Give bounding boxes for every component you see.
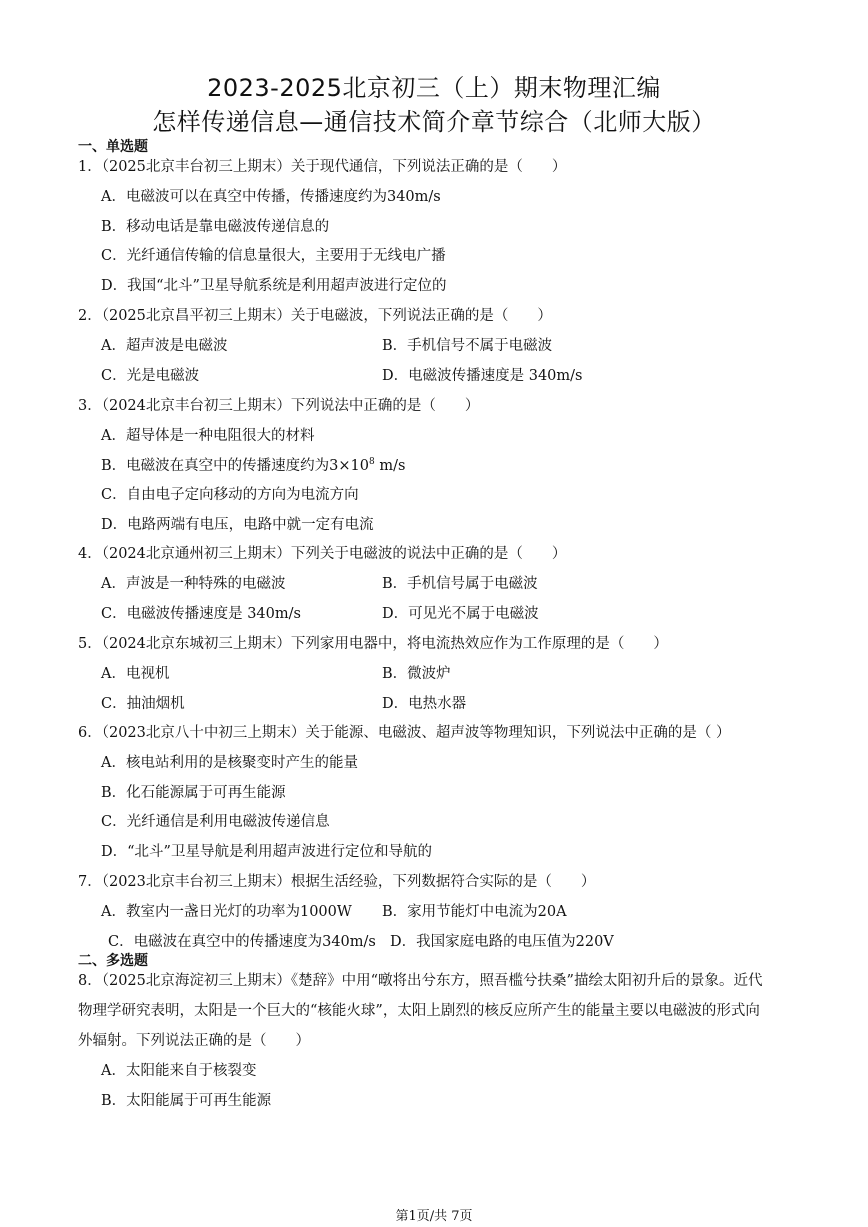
question-1-option-c: C．光纤通信传输的信息量很大，主要用于无线电广播 <box>101 248 446 264</box>
question-5-option-a: A．电视机 <box>101 666 170 682</box>
question-3-option-a: A．超导体是一种电阻很大的材料 <box>101 428 315 444</box>
question-6-option-d: D．“北斗”卫星导航是利用超声波进行定位和导航的 <box>101 844 432 860</box>
question-2-option-b: B．手机信号不属于电磁波 <box>382 338 553 354</box>
document-title: 2023-2025北京初三（上）期末物理汇编 <box>207 74 661 102</box>
page-number: 第1页/共 7页 <box>395 1209 473 1224</box>
speed-of-light-base: 3×10 <box>329 458 369 474</box>
question-4-option-d: D．可见光不属于电磁波 <box>382 606 539 622</box>
question-7-option-c: C．电磁波在真空中的传播速度为340m/s <box>108 934 376 950</box>
question-8-stem-line-1: 8．（2025北京海淀初三上期末）《楚辞》中用“暾将出兮东方，照吾槛兮扶桑”描绘太阳初升后的景象。近代 <box>78 973 763 989</box>
question-6-option-a: A．核电站利用的是核聚变时产生的能量 <box>101 755 358 771</box>
question-5-option-d: D．电热水器 <box>382 696 467 712</box>
question-8-option-a: A．太阳能来自于核裂变 <box>101 1063 257 1079</box>
section-heading-multiple-choice: 二、多选题 <box>78 953 148 969</box>
question-3-stem: 3．（2024北京丰台初三上期末）下列说法中正确的是（ ） <box>78 398 480 414</box>
question-8-stem-line-2: 物理学研究表明，太阳是一个巨大的“核能火球”，太阳上剧烈的核反应所产生的能量主要以电磁波的形式向 <box>78 1003 760 1019</box>
question-8-option-b: B．太阳能属于可再生能源 <box>101 1093 272 1109</box>
question-1-option-a: A．电磁波可以在真空中传播，传播速度约为340m/s <box>101 189 441 205</box>
question-6-stem: 6．（2023北京八十中初三上期末）关于能源、电磁波、超声波等物理知识，下列说法中正确的是（ ） <box>78 725 731 741</box>
question-3-option-d: D．电路两端有电压，电路中就一定有电流 <box>101 517 374 533</box>
question-3-option-b <box>101 454 405 475</box>
document-subtitle: 怎样传递信息—通信技术简介章节综合（北师大版） <box>152 108 716 136</box>
question-2-stem: 2．（2025北京昌平初三上期末）关于电磁波，下列说法正确的是（ ） <box>78 308 552 324</box>
question-2-option-d: D．电磁波传播速度是 340m/s <box>382 368 583 384</box>
question-1-option-b: B．移动电话是靠电磁波传递信息的 <box>101 219 330 235</box>
question-3-option-b-text: B．电磁波在真空中的传播速度约为 <box>101 458 330 474</box>
question-7-stem: 7．（2023北京丰台初三上期末）根据生活经验，下列数据符合实际的是（ ） <box>78 874 596 890</box>
question-8-stem-line-3: 外辐射。下列说法正确的是（ ） <box>78 1033 310 1049</box>
question-6-option-c: C．光纤通信是利用电磁波传递信息 <box>101 814 330 830</box>
question-7-option-a: A．教室内一盏日光灯的功率为1000W <box>101 904 352 920</box>
question-5-stem: 5．（2024北京东城初三上期末）下列家用电器中，将电流热效应作为工作原理的是（ ） <box>78 636 668 652</box>
question-5-option-b: B．微波炉 <box>382 666 451 682</box>
question-3-option-c: C．自由电子定向移动的方向为电流方向 <box>101 487 359 503</box>
question-2-option-c: C．光是电磁波 <box>101 368 200 384</box>
question-1-stem: 1．（2025北京丰台初三上期末）关于现代通信，下列说法正确的是（ ） <box>78 159 567 175</box>
question-4-stem: 4．（2024北京通州初三上期末）下列关于电磁波的说法中正确的是（ ） <box>78 546 567 562</box>
question-4-option-c: C．电磁波传播速度是 340m/s <box>101 606 301 622</box>
question-4-option-b: B．手机信号属于电磁波 <box>382 576 538 592</box>
question-7-option-d: D．我国家庭电路的电压值为220V <box>390 934 614 950</box>
speed-of-light-unit: m/s <box>374 458 406 474</box>
question-4-option-a: A．声波是一种特殊的电磁波 <box>101 576 286 592</box>
question-6-option-b: B．化石能源属于可再生能源 <box>101 785 286 801</box>
question-2-option-a: A．超声波是电磁波 <box>101 338 228 354</box>
speed-of-light-exponent: 8 <box>368 457 375 468</box>
section-heading-single-choice: 一、单选题 <box>78 139 148 155</box>
question-1-option-d: D．我国“北斗”卫星导航系统是利用超声波进行定位的 <box>101 278 447 294</box>
question-7-option-b: B．家用节能灯中电流为20A <box>382 904 567 920</box>
question-5-option-c: C．抽油烟机 <box>101 696 185 712</box>
